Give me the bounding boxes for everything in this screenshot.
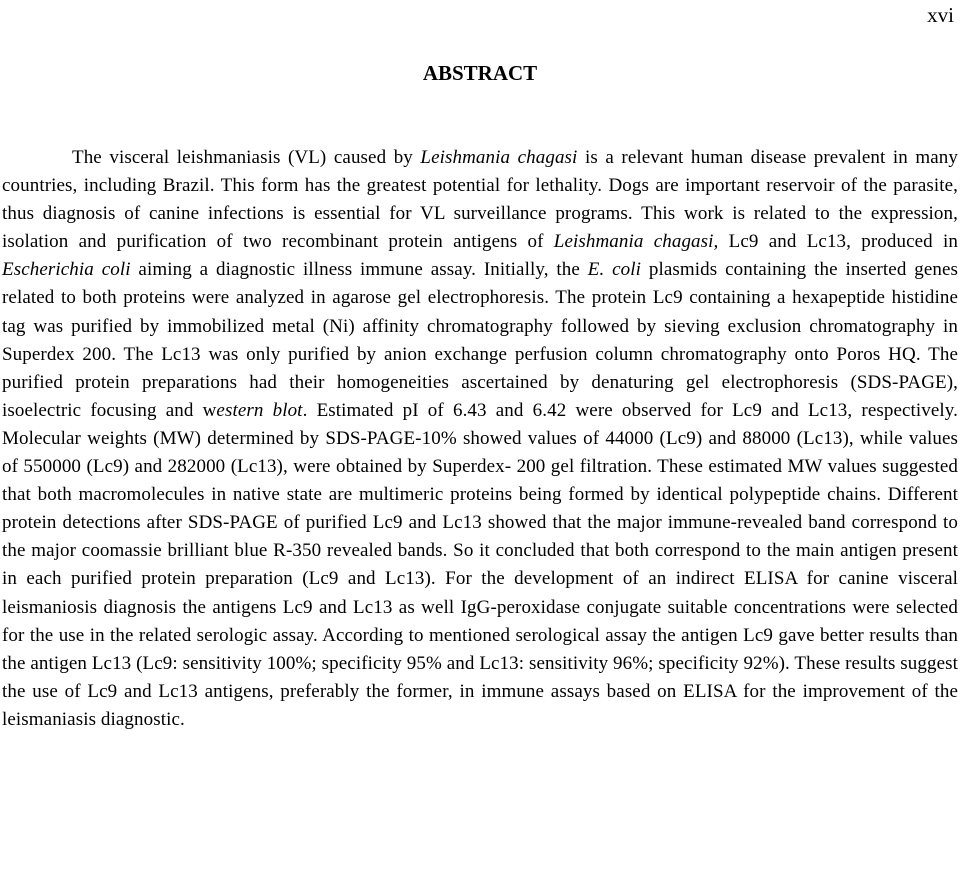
abstract-text: . Estimated pI of 6.43 and 6.42 were observed for Lc9 and Lc13, respectively. Molecular weights (MW) determined by SDS-PAGE-10% showed values of 44000 (Lc9) and 88000 (Lc13), while values of 550000 (Lc9) and 282000 (Lc13), were obtained by Superdex- 200 gel filtration. These estimated MW values suggested that both macromolecules in native state are multimeric proteins being formed by identical polypeptide chains. Different protein detections after SDS-PAGE of purified Lc9 and Lc13 showed that the major immune-revealed band correspond to the major coomassie brilliant blue R-350 revealed bands. So it concluded that both correspond to the main antigen present in each purified protein preparation (Lc9 and Lc13). For the development of an indirect ELISA for canine visceral leismaniosis diagnosis the antigens Lc9 and Lc13 as well IgG-peroxidase conjugate suitable concentrations were selected for the use in the related serologic assay. According to mentioned serological assay the antigen Lc9 gave better results than the antigen Lc13 (Lc9: sensitivity 100%; specificity 95% and Lc13: sensitivity 96%; specificity 92%). These results suggest the use of Lc9 and Lc13 antigens, preferably the former, in immune assays based on ELISA for the improvement of the leismaniasis diagnostic.	[2, 399, 959, 730]
abstract-text: plasmids containing the inserted genes related to both proteins were analyzed in agarose gel electrophoresis. The protein Lc9 containing a hexapeptide histidine tag was purified by immobilized metal (Ni) affinity chromatography followed by sieving exclusion chromatography in Superdex 200. The Lc13 was only purified by anion exchange perfusion column chromatography onto Poros HQ. The purified protein preparations had their homogeneities ascertained by denaturing gel electrophoresis (SDS-PAGE), isoelectric focusing and w	[2, 259, 959, 421]
abstract-text: The visceral leishmaniasis (VL) caused by	[72, 147, 421, 168]
abstract-italic-term: estern blot	[216, 399, 303, 421]
page-number: xvi	[927, 3, 954, 27]
abstract-italic-term: E. coli	[587, 259, 642, 281]
abstract-italic-term: Leishmania chagasi,	[553, 231, 719, 253]
abstract-paragraph	[2, 144, 958, 734]
abstract-italic-term: Leishmania chagasi	[420, 147, 578, 168]
abstract-text: is a relevant human disease prevalent in many countries, including Brazil. This form has the greatest potential for lethality. Dogs are important reservoir of the parasite, thus diagnosis of canine infections is essential for VL surveillance programs. This work is related to the expression, isolation and purification of two recombinant protein antigens of	[2, 147, 958, 253]
abstract-italic-term: Escherichia coli	[2, 259, 131, 281]
abstract-text: aiming a diagnostic illness immune assay. Initially, the	[130, 259, 588, 281]
abstract-text: Lc9 and Lc13, produced in	[718, 231, 958, 253]
section-title: ABSTRACT	[422, 61, 538, 85]
